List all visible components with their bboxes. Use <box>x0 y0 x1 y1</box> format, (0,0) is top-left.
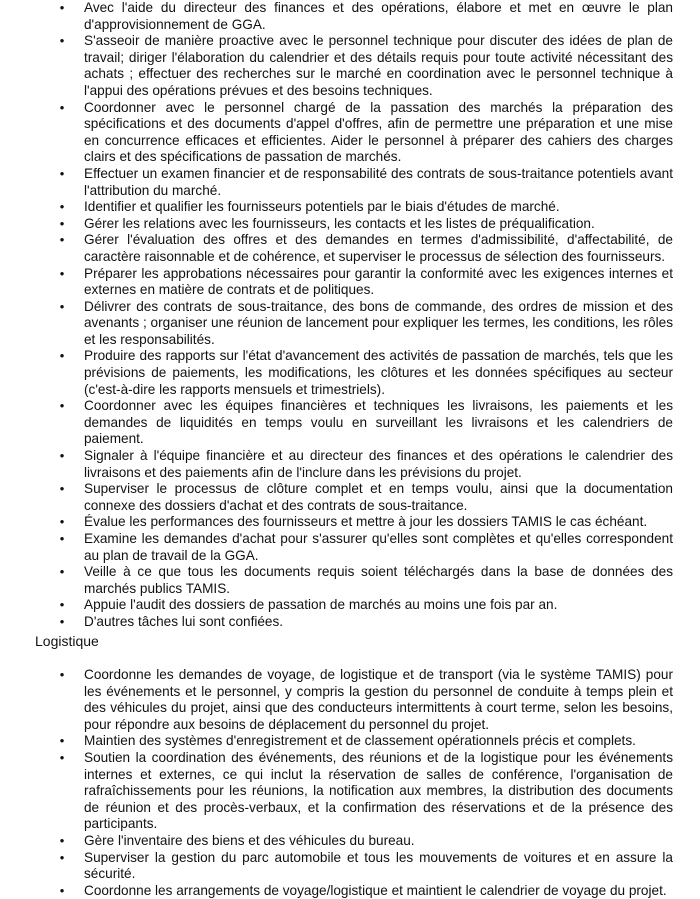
list-item <box>59 733 673 750</box>
list-item <box>59 33 673 99</box>
bullet-icon: • <box>59 531 65 546</box>
list-item <box>59 514 673 531</box>
list-item-text: Superviser la gestion du parc automobile et tous les mouvements de voitures et en assure la sécurité. <box>84 849 673 882</box>
bullet-icon: • <box>59 667 65 682</box>
list-item-text: Signaler à l'équipe financière et au directeur des finances et des opérations le calendrier des livraisons et des paiements afin de l'inclure dans les prévisions du projet. <box>84 448 673 480</box>
bullet-icon: • <box>59 33 65 49</box>
list-item <box>59 613 673 631</box>
list-item-text: Examine les demandes d'achat pour s'assurer qu'elles sont complètes et qu'elles correspondent au plan de travail de la GGA. <box>84 531 673 563</box>
bullet-icon: • <box>59 0 65 15</box>
bullet-icon: • <box>59 514 65 530</box>
bullet-icon: • <box>59 232 65 248</box>
bullet-icon: • <box>59 749 65 765</box>
list-item <box>59 564 673 597</box>
bullet-icon: • <box>59 265 65 281</box>
list-item-text: S'asseoir de manière proactive avec le personnel technique pour discuter des idées de plan de travail; diriger l'élaboration du calendrier et des détails requis pour toute activité nécessitant des achats ; effectuer des recherches sur le marché en coordination avec le personnel technique à l'appui des opérations prévues et des besoins techniques. <box>84 33 673 98</box>
logistics-duties-list <box>0 667 700 899</box>
list-item <box>59 749 673 833</box>
bullet-icon: • <box>59 882 65 898</box>
list-item <box>59 215 673 233</box>
bullet-icon: • <box>59 481 65 497</box>
bullet-icon: • <box>59 613 65 629</box>
list-item-text: Identifier et qualifier les fournisseurs potentiels par le biais d'études de marché. <box>84 199 560 215</box>
bullet-icon: • <box>59 215 65 231</box>
bullet-icon: • <box>59 597 65 613</box>
list-item-text: Soutien la coordination des événements, des réunions et de la logistique pour les événements internes et externes, ce qui inclut la réservation de salles de conférence, l'organisation de rafraîchissements pour les réunions, la notification aux membres, la distribution des documents de réunion et des procès-verbaux, et la confirmation des réservations et de la présence des participants. <box>84 749 673 832</box>
list-item-text: D'autres tâches lui sont confiées. <box>84 613 284 629</box>
list-item <box>59 481 673 514</box>
bullet-icon: • <box>59 733 65 749</box>
list-item <box>59 667 673 733</box>
bullet-icon: • <box>59 165 65 181</box>
list-item-text: Maintien des systèmes d'enregistrement et de classement opérationnels précis et complets. <box>84 733 636 749</box>
list-item-text: Gérer les relations avec les fournisseurs, les contacts et les listes de préqualification. <box>84 215 595 231</box>
list-item-text: Coordonner avec les équipes financières et techniques les livraisons, les paiements et les demandes de liquidités en temps voulu en surveillant les livraisons et les calendriers de paiement. <box>84 398 673 447</box>
list-item <box>59 0 673 33</box>
list-item <box>59 398 673 448</box>
list-item <box>59 232 673 265</box>
list-item-text: Avec l'aide du directeur des finances et des opérations, élabore et met en œuvre le plan d'approvisionnement de GGA. <box>84 0 673 32</box>
list-item <box>59 597 673 614</box>
list-item <box>59 832 673 850</box>
logistics-heading: Logistique <box>35 633 99 649</box>
list-item <box>59 348 673 398</box>
list-item <box>59 448 673 481</box>
list-item <box>59 199 673 216</box>
list-item-text: Coordonne les demandes de voyage, de logistique et de transport (via le système TAMIS) pour les événements et le personnel, y compris la gestion du personnel de conduite à temps plein et des véhicules du projet, ainsi que des conducteurs intermittents à court terme, selon les besoins, pour répondre aux besoins de déplacement du personnel du projet. <box>84 667 673 732</box>
bullet-icon: • <box>59 298 65 314</box>
list-item-text: Produire des rapports sur l'état d'avancement des activités de passation de marchés, tels que les prévisions de paiements, les modifications, les clôtures et les données spécifiques au secteur (c'est-à-dire les rapports mensuels et trimestriels). <box>84 348 673 397</box>
list-item-text: Délivrer des contrats de sous-traitance, des bons de commande, des ordres de mission et des avenants ; organiser une réunion de lancement pour expliquer les termes, les conditions, les rôles et les responsabilités. <box>84 298 673 347</box>
bullet-icon: • <box>59 832 65 848</box>
bullet-icon: • <box>59 199 65 215</box>
bullet-icon: • <box>59 564 65 580</box>
list-item <box>59 265 673 299</box>
list-item <box>59 298 673 349</box>
list-item-text: Effectuer un examen financier et de responsabilité des contrats de sous-traitance potentiels avant l'attribution du marché. <box>84 165 673 198</box>
list-item-text: Veille à ce que tous les documents requis soient téléchargés dans la base de données des marchés publics TAMIS. <box>84 564 673 596</box>
list-item-text: Superviser le processus de clôture complet et en temps voulu, ainsi que la documentation connexe des dossiers d'achat et des contrats de sous-traitance. <box>84 481 673 513</box>
list-item <box>59 99 673 166</box>
list-item-text: Coordonne les arrangements de voyage/logistique et maintient le calendrier de voyage du projet. <box>84 882 667 898</box>
list-item-text: Évalue les performances des fournisseurs et mettre à jour les dossiers TAMIS le cas échéant. <box>84 514 648 530</box>
bullet-icon: • <box>59 99 65 115</box>
list-item <box>59 165 673 199</box>
list-item-text: Gérer l'évaluation des offres et des demandes en termes d'admissibilité, d'affectabilité, de caractère raisonnable et de cohérence, et superviser le processus de sélection des fournisseurs. <box>84 232 673 264</box>
list-item-text: Gère l'inventaire des biens et des véhicules du bureau. <box>84 832 415 848</box>
bullet-icon: • <box>59 398 65 414</box>
bullet-icon: • <box>59 448 65 464</box>
list-item-text: Préparer les approbations nécessaires pour garantir la conformité avec les exigences internes et externes en matière de contrats et de politiques. <box>84 265 673 298</box>
bullet-icon: • <box>59 348 65 364</box>
bullet-icon: • <box>59 849 65 865</box>
list-item-text: Appuie l'audit des dossiers de passation de marchés au moins une fois par an. <box>84 597 558 613</box>
list-item <box>59 531 673 564</box>
list-item <box>59 882 673 899</box>
list-item <box>59 849 673 883</box>
list-item-text: Coordonner avec le personnel chargé de la passation des marchés la préparation des spécifications et des documents d'appel d'offres, afin de permettre une préparation et une mise en concurrence efficaces et efficientes. Aider le personnel à préparer des cahiers des charges clairs et des spécifications de passation de marchés. <box>84 99 673 165</box>
